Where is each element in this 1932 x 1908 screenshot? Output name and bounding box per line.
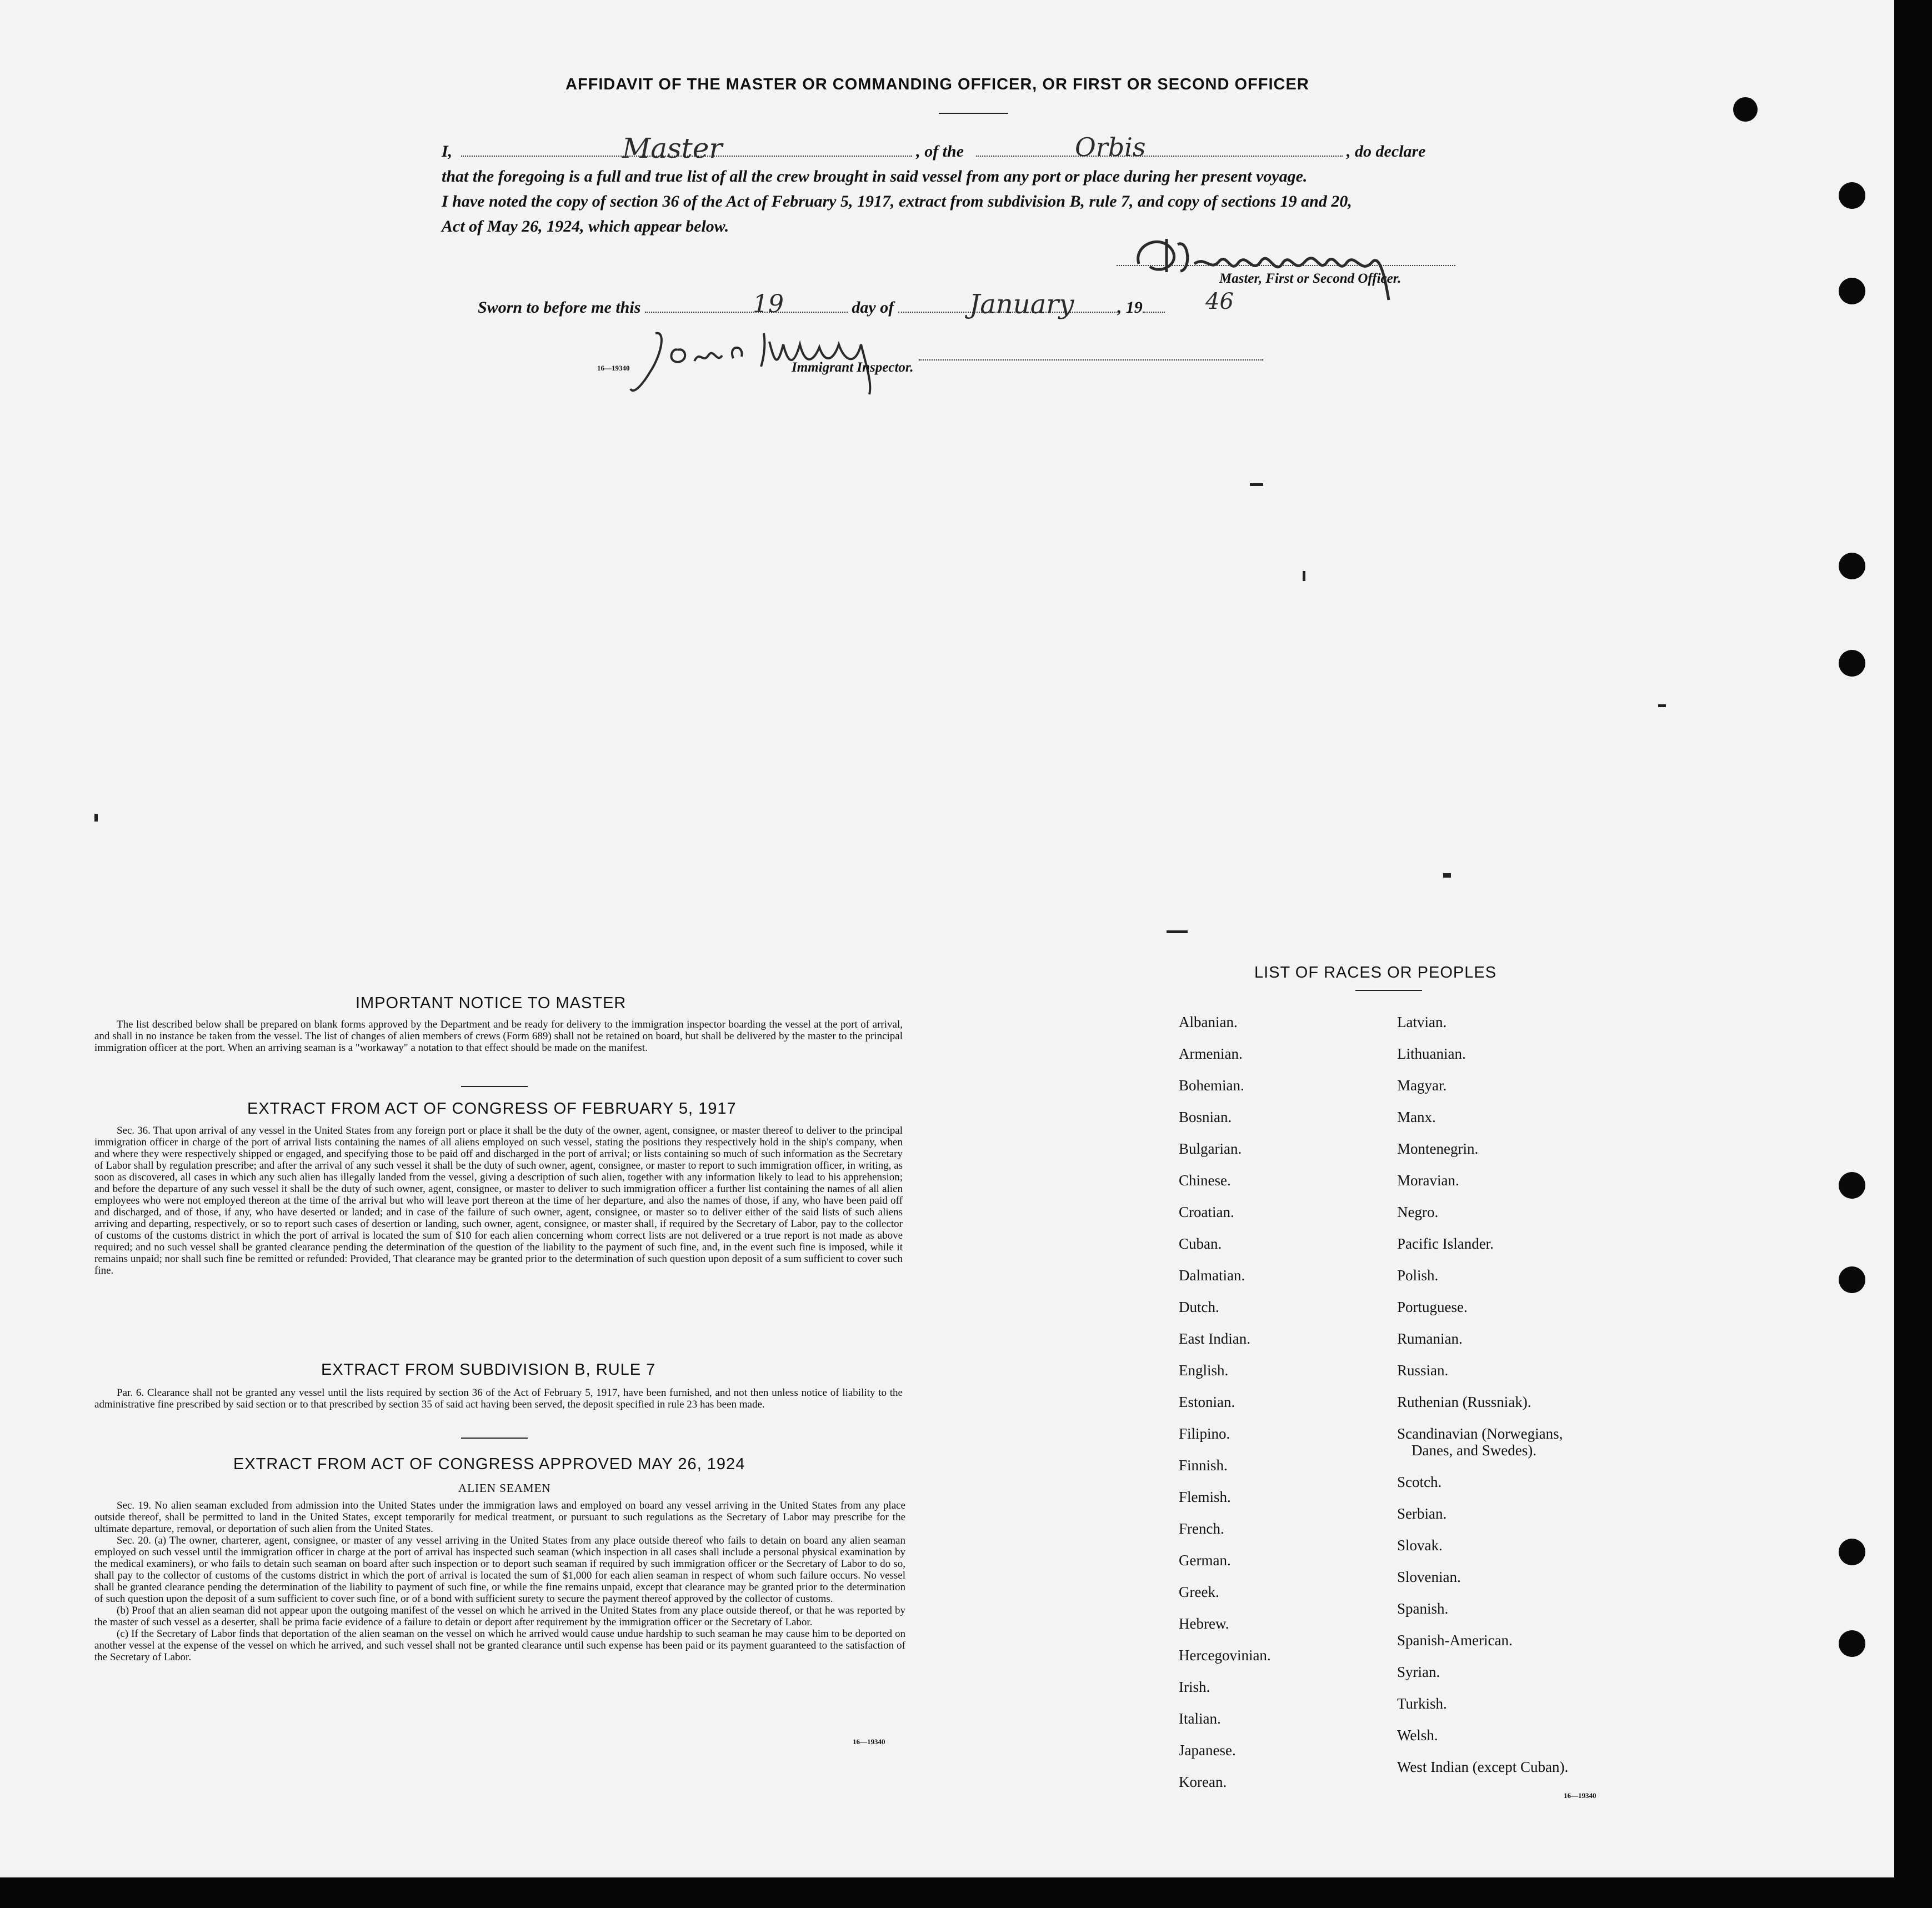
- race-item: Bosnian.: [1179, 1109, 1232, 1125]
- section-rule: [461, 1086, 528, 1087]
- sec36-paragraph: Sec. 36. That upon arrival of any vessel in the United States from any foreign port or place it shall be the duty of the owner, agent, consignee, or master thereof to deliver to the principal immigration officer in charge of the port of arrival lists containing the names of all aliens employed on such vessel, stating the positions they respectively hold in the ship's company, when and where they were respectively shipped or engaged, and specifying those to be paid off and discharged in the port of arrival; or lists containing so much of such information as the Secretary of Labor shall by regulation prescribe; and after the arrival of any such vessel it shall be the duty of such owner, agent, consignee, or master to report to such immigration officer, in writing, as soon as discovered, all cases in which any such alien has illegally landed from the vessel, giving a description of such alien, together with any information likely to lead to his apprehension; and before the departure of any such vessel it shall be the duty of such owner, agent, consignee, or master to deliver to such immigration officer a further list containing the names of all alien employees who were not employed thereon at the time of the arrival but who will leave port thereon at the time of her departure, and also the names of those, if any, who have been paid off and discharged, and of those, if any, who have deserted or landed; and in case of the failure of such owner, agent, consignee, or master so to deliver either of the said lists of such aliens arriving and departing, respectively, or so to report such cases of desertion or landing, such owner, agent, consignee, or master shall, if required by the Secretary of Labor, pay to the collector of customs of the customs district in which the port of arrival is located the sum of $10 for each alien concerning whom correct lists are not delivered or a true report is not made as above required; and no such vessel shall be granted clearance pending the determination of the question of the liability to the payment of such fine, and, in the event such fine is imposed, while it remains unpaid; nor shall such fine be remitted or refunded: Provided, That clearance may be granted prior to the determination of such question upon deposit of a sum sufficient to cover such fine.: [94, 1125, 903, 1276]
- declaration-line-1: [442, 139, 1480, 164]
- race-item: Moravian.: [1397, 1172, 1459, 1189]
- race-item: Chinese.: [1179, 1172, 1231, 1189]
- sec20a-paragraph: Sec. 20. (a) The owner, charterer, agent, consignee, or master of any vessel arriving in the United States from any place outside thereof who fails to detain on board any alien seaman employed on such vessel until the immigration officer in charge at the port of arrival has inspected such seaman (which inspection in all cases shall include a personal physical examination by the medical examiners), or who fails to detain such seaman on board after such inspection or to deport such seaman if required by such immigration officer or the Secretary of Labor to do so, shall pay to the collector of customs of the customs district in which the port of arrival is located the sum of $1,000 for each alien seaman in respect of whom such failure occurs. No vessel shall be granted clearance pending the determination of the liability to payment of such fine, or while the fine remains unpaid, except that clearance may be granted prior to the determination of such question upon the deposit of a sum sufficient to cover such fine, or of a bond with sufficient surety to secure the payment thereof approved by the collector of customs.: [94, 1535, 905, 1605]
- alien-seamen-subtitle: ALIEN SEAMEN: [458, 1481, 551, 1495]
- race-item: Bulgarian.: [1179, 1140, 1242, 1157]
- section-rule: [461, 1438, 528, 1439]
- extract-1924-title: EXTRACT FROM ACT OF CONGRESS APPROVED MAY 26, 1924: [233, 1455, 745, 1473]
- extract-1917-title: EXTRACT FROM ACT OF CONGRESS OF FEBRUARY 5, 1917: [247, 1100, 737, 1118]
- punch-hole: [1733, 97, 1758, 122]
- race-item: Italian.: [1179, 1710, 1221, 1727]
- extract-1917-text: [94, 1125, 903, 1276]
- notice-title: IMPORTANT NOTICE TO MASTER: [356, 994, 627, 1012]
- race-item: Portuguese.: [1397, 1299, 1468, 1315]
- race-item: Magyar.: [1397, 1077, 1447, 1094]
- race-item: Scotch.: [1397, 1474, 1442, 1490]
- punch-hole: [1839, 1630, 1865, 1657]
- master-signature-line: [1117, 253, 1455, 266]
- punch-hole: [1839, 1172, 1865, 1199]
- extract-form-number: 16—19340: [853, 1737, 885, 1746]
- declaration-declare: , do declare: [1347, 142, 1426, 161]
- race-item: Pacific Islander.: [1397, 1235, 1494, 1252]
- race-item: Welsh.: [1397, 1727, 1438, 1744]
- race-item: Dalmatian.: [1179, 1267, 1245, 1284]
- inspector-signature-line: [919, 347, 1263, 360]
- race-item: Montenegrin.: [1397, 1140, 1479, 1157]
- race-item: Estonian.: [1179, 1394, 1235, 1410]
- punch-hole: [1839, 1539, 1865, 1565]
- speck: [1443, 873, 1451, 878]
- race-item: Polish.: [1397, 1267, 1439, 1284]
- declaration-of-the: , of the: [916, 142, 964, 161]
- race-item: German.: [1179, 1552, 1231, 1569]
- race-item: Ruthenian (Russniak).: [1397, 1394, 1531, 1410]
- title-rule: [939, 113, 1008, 114]
- race-item: Rumanian.: [1397, 1330, 1463, 1347]
- speck: [1167, 930, 1188, 933]
- sec19-paragraph: Sec. 19. No alien seaman excluded from admission into the United States under the immigration laws and employed on board any vessel arriving in the United States from any place outside thereof, shall be permitted to land in the United States, except temporarily for medical treatment, or pursuant to such regulations as the Secretary of Labor may prescribe for the ultimate departure, removal, or deportation of such alien from the United States.: [94, 1500, 905, 1535]
- declaration-line-2: that the foregoing is a full and true list of all the crew brought in said vessel from any port or place during her present voyage.: [442, 167, 1308, 186]
- sworn-day-of: day of: [852, 298, 894, 317]
- race-item: Japanese.: [1179, 1742, 1236, 1759]
- punch-hole: [1839, 1266, 1865, 1293]
- par6-paragraph: Par. 6. Clearance shall not be granted any vessel until the lists required by section 36 of the Act of February 5, 1917, have been furnished, and not then unless notice of liability to the administrative fine prescribed by said section or to that prescribed by section 35 of said act having been served, the deposit specified in rule 23 has been made.: [94, 1387, 903, 1410]
- declaration-line-3: I have noted the copy of section 36 of the Act of February 5, 1917, extract from subdivision B, rule 7, and copy of sections 19 and 20,: [442, 192, 1352, 211]
- race-item: Albanian.: [1179, 1014, 1238, 1030]
- inspector-label: Immigrant Inspector.: [792, 360, 914, 375]
- race-item: Latvian.: [1397, 1014, 1447, 1030]
- races-left-column: [1179, 1006, 1271, 1798]
- race-item: English.: [1179, 1362, 1229, 1379]
- race-item: Slovenian.: [1397, 1569, 1461, 1585]
- races-right-column: [1397, 1006, 1568, 1783]
- race-item: French.: [1179, 1520, 1224, 1537]
- race-item: Bohemian.: [1179, 1077, 1244, 1094]
- vessel-blank: [976, 141, 1343, 157]
- races-title: LIST OF RACES OR PEOPLES: [1254, 964, 1497, 981]
- punch-hole: [1839, 182, 1865, 209]
- race-item: Scandinavian (Norwegians,: [1397, 1425, 1563, 1442]
- race-item: Hebrew.: [1179, 1615, 1229, 1632]
- extract-rule7-text: [94, 1387, 903, 1410]
- affidavit-form-number: 16—19340: [597, 364, 630, 372]
- race-item: Korean.: [1179, 1774, 1227, 1790]
- speck: [1658, 704, 1666, 707]
- punch-hole: [1839, 650, 1865, 677]
- race-item: Spanish.: [1397, 1600, 1449, 1617]
- race-item: Irish.: [1179, 1679, 1210, 1695]
- declaration-i: I,: [442, 142, 453, 161]
- race-item: Hercegovinian.: [1179, 1647, 1271, 1664]
- race-item: Turkish.: [1397, 1695, 1447, 1712]
- handwritten-master: Master: [622, 132, 723, 164]
- race-item: Cuban.: [1179, 1235, 1222, 1252]
- race-item: Slovak.: [1397, 1537, 1443, 1554]
- speck: [1250, 483, 1263, 486]
- race-item: Armenian.: [1179, 1045, 1243, 1062]
- speck: [1303, 571, 1305, 581]
- race-item: Serbian.: [1397, 1505, 1447, 1522]
- handwritten-day: 19: [753, 290, 784, 318]
- race-item: Manx.: [1397, 1109, 1436, 1125]
- race-item: Spanish-American.: [1397, 1632, 1513, 1649]
- sec20b-paragraph: (b) Proof that an alien seaman did not appear upon the outgoing manifest of the vessel on which he arrived in the United States from any place outside thereof, or that he was reported by the master of such vessel as a deserter, shall be prima facie evidence of a failure to detain or deport after requirement by the immigration officer or the Secretary of Labor.: [94, 1605, 905, 1628]
- speck: [94, 814, 98, 822]
- race-item: Russian.: [1397, 1362, 1449, 1379]
- notice-text: [94, 1019, 903, 1054]
- handwritten-vessel: Orbis: [1075, 132, 1146, 162]
- race-item: Danes, and Swedes).: [1412, 1442, 1536, 1459]
- notice-paragraph: The list described below shall be prepared on blank forms approved by the Department and be ready for delivery to the immigration inspector boarding the vessel at the port of arrival, and shall in no instance be taken from the vessel. The list of changes of alien members of crews (Form 689) shall not be retained on board, but shall be delivered by the master to the principal immigration officer at the port. When an arriving seaman is a "workaway" a notation to that effect should be made on the manifest.: [94, 1019, 903, 1054]
- sworn-year-prefix: , 19: [1117, 298, 1143, 317]
- extract-1924-text: [94, 1500, 905, 1663]
- extract-rule7-title: EXTRACT FROM SUBDIVISION B, RULE 7: [321, 1361, 656, 1379]
- sworn-prefix: Sworn to before me this: [478, 298, 641, 317]
- race-item: Flemish.: [1179, 1489, 1231, 1505]
- race-item: West Indian (except Cuban).: [1397, 1759, 1569, 1775]
- declaration-line-4: Act of May 26, 1924, which appear below.: [442, 217, 729, 236]
- race-item: Filipino.: [1179, 1425, 1230, 1442]
- race-item: Dutch.: [1179, 1299, 1219, 1315]
- race-item: Lithuanian.: [1397, 1045, 1466, 1062]
- race-item: Finnish.: [1179, 1457, 1228, 1474]
- races-form-number: 16—19340: [1564, 1791, 1596, 1800]
- handwritten-year: 46: [1205, 289, 1234, 314]
- punch-hole: [1839, 553, 1865, 579]
- year-blank: [1143, 297, 1165, 313]
- race-item: Croatian.: [1179, 1204, 1234, 1220]
- sec20c-paragraph: (c) If the Secretary of Labor finds that deportation of the alien seaman on the vessel on which he arrived would cause undue hardship to such seaman he may cause him to be deported on another vessel at the expense of the vessel on which he arrived, and such vessel shall not be granted clearance until such expense has been paid or its payment guaranteed to the satisfaction of the Secretary of Labor.: [94, 1628, 905, 1663]
- race-item: Negro.: [1397, 1204, 1439, 1220]
- races-title-rule: [1355, 990, 1422, 991]
- race-item: East Indian.: [1179, 1330, 1250, 1347]
- day-blank: [645, 297, 848, 313]
- punch-hole: [1839, 278, 1865, 304]
- master-signature-label: Master, First or Second Officer.: [1219, 271, 1402, 286]
- affidavit-title: AFFIDAVIT OF THE MASTER OR COMMANDING OFFICER, OR FIRST OR SECOND OFFICER: [565, 76, 1309, 93]
- race-item: Greek.: [1179, 1584, 1219, 1600]
- handwritten-month: January: [969, 289, 1074, 320]
- race-item: Syrian.: [1397, 1664, 1440, 1680]
